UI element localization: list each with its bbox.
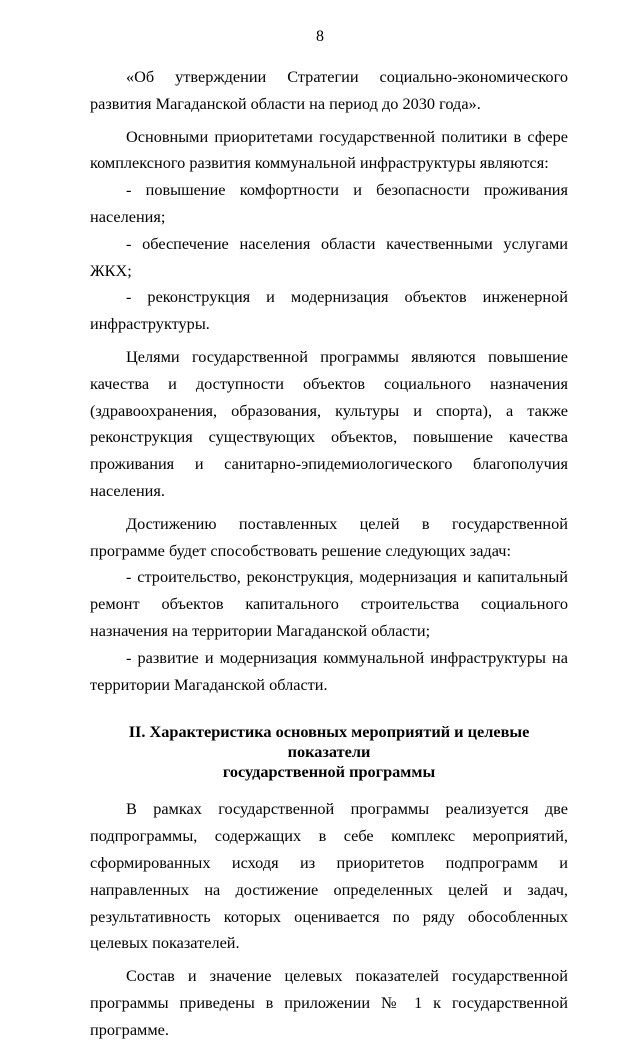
paragraph-priorities: Основными приоритетами государственной политики в сфере комплексного развития коммунальной инфраструктуры являются: [90,126,568,173]
paragraph-subprograms: В рамках государственной программы реализуется две подпрограммы, содержащих в себе комплекс мероприятий, сформированных исходя из приоритетов подпрограмм и направленных на достижение определенных целей и задач, результативность которых оценивается по ряду обособленных целевых показателей. [90,799,568,953]
paragraph-goals: Целями государственной программы являются повышение качества и доступности объектов социального назначения (здравоохранения, образования, культуры и спорта), а также реконструкция существующих объектов, повышение качества проживания и санитарно-эпидемиологического благополучия населения. [90,346,568,500]
list-item-construction: - строительство, реконструкция, модернизация и капитальный ремонт объектов капитального строительства социального назначения на территории Магаданской области; [90,567,568,640]
section-heading [90,722,568,782]
section-heading-line-2: государственной программы [222,762,436,782]
paragraph-tasks-intro: Достижению поставленных целей в государственной программе будет способствовать решение следующих задач: [90,513,568,560]
list-item-reconstruction: - реконструкция и модернизация объектов инженерной инфраструктуры. [90,287,568,334]
document-body [90,64,568,1044]
page-number: 8 [316,28,324,45]
section-heading-line-1: II. Характеристика основных мероприятий и целевые показатели [128,722,530,762]
list-item-comfort: - повышение комфортности и безопасности проживания населения; [90,180,568,226]
paragraph-strategy-reference: «Об утверждении Стратегии социально-экономического развития Магаданской области на период до 2030 года». [90,67,568,113]
list-item-infrastructure: - развитие и модернизация коммунальной инфраструктуры на территории Магаданской области. [90,647,568,694]
paragraph-indicators: Состав и значение целевых показателей государственной программы приведены в приложении № 1 к государственной программе. [90,966,568,1039]
list-item-housing-services: - обеспечение населения области качественными услугами ЖКХ; [90,233,568,280]
